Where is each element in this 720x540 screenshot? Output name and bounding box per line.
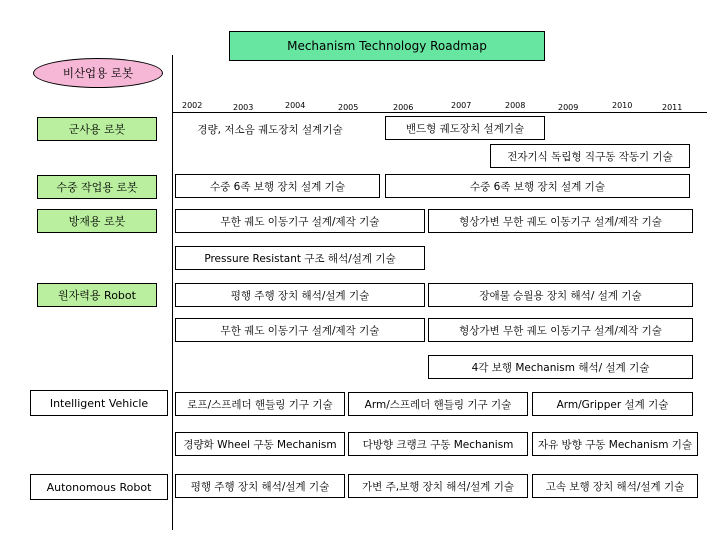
year-label: 2010 bbox=[612, 101, 633, 110]
category-underwater: 수중 작업용 로봇 bbox=[37, 175, 157, 199]
year-label: 2009 bbox=[558, 103, 579, 112]
year-label: 2007 bbox=[451, 101, 472, 110]
year-label: 2004 bbox=[285, 101, 306, 110]
non-industrial-robot-oval: 비산업용 로봇 bbox=[33, 58, 163, 88]
task-variable-track-2: 형상가변 무한 궤도 이동기구 설계/제작 기술 bbox=[428, 318, 693, 342]
task-variable-walking: 가변 주,보행 장치 해석/설계 기술 bbox=[348, 474, 528, 498]
category-disaster: 방재용 로봇 bbox=[37, 209, 157, 233]
task-pressure-resistant: Pressure Resistant 구조 해석/설계 기술 bbox=[175, 246, 425, 270]
task-planar-drive: 평행 주행 장치 해석/설계 기술 bbox=[175, 283, 425, 307]
task-variable-track-1: 형상가변 무한 궤도 이동기구 설계/제작 기술 bbox=[428, 209, 693, 233]
year-label: 2003 bbox=[233, 103, 254, 112]
year-label: 2011 bbox=[662, 103, 683, 112]
year-label: 2006 bbox=[393, 103, 414, 112]
task-endless-track-1: 무한 궤도 이동기구 설계/제작 기술 bbox=[175, 209, 425, 233]
category-military: 군사용 로봇 bbox=[37, 117, 157, 141]
task-free-direction: 자유 방향 구동 Mechanism 기술 bbox=[532, 432, 698, 456]
timeline-vertical-axis bbox=[172, 55, 173, 530]
task-arm-spreader: Arm/스프레더 핸들링 기구 기술 bbox=[348, 392, 528, 416]
task-hexapod-1: 수중 6족 보행 장치 설계 기술 bbox=[175, 174, 380, 198]
year-label: 2005 bbox=[338, 103, 359, 112]
roadmap-title: Mechanism Technology Roadmap bbox=[229, 31, 545, 61]
category-nuclear: 원자력용 Robot bbox=[37, 283, 157, 307]
task-endless-track-2: 무한 궤도 이동기구 설계/제작 기술 bbox=[175, 318, 425, 342]
task-planar-drive-2: 평행 주행 장치 해석/설계 기술 bbox=[175, 474, 345, 498]
category-intelligent-vehicle: Intelligent Vehicle bbox=[30, 390, 168, 416]
task-obstacle-climbing: 장애물 승월용 장치 해석/ 설계 기술 bbox=[428, 283, 693, 307]
task-wheel-drive: 경량화 Wheel 구동 Mechanism bbox=[175, 432, 345, 456]
task-quadruped: 4각 보행 Mechanism 해석/ 설계 기술 bbox=[428, 355, 693, 379]
task-arm-gripper: Arm/Gripper 설계 기술 bbox=[532, 392, 693, 416]
year-label: 2002 bbox=[182, 101, 203, 110]
task-lightweight-track: 경량, 저소음 궤도장치 설계기술 bbox=[175, 117, 365, 141]
category-autonomous-robot: Autonomous Robot bbox=[30, 474, 168, 500]
task-multi-crank: 다방향 크랭크 구동 Mechanism bbox=[348, 432, 528, 456]
task-high-speed-walking: 고속 보행 장치 해석/설계 기술 bbox=[532, 474, 698, 498]
task-hexapod-2: 수중 6족 보행 장치 설계 기술 bbox=[385, 174, 690, 198]
task-rope-spreader: 로프/스프레더 핸들링 기구 기술 bbox=[175, 392, 345, 416]
task-electromagnetic-actuator: 전자기식 독립형 직구동 작동기 기술 bbox=[490, 144, 690, 168]
timeline-horizontal-axis bbox=[172, 112, 707, 113]
task-band-track: 밴드형 궤도장치 설계기술 bbox=[385, 116, 545, 140]
year-label: 2008 bbox=[505, 101, 526, 110]
